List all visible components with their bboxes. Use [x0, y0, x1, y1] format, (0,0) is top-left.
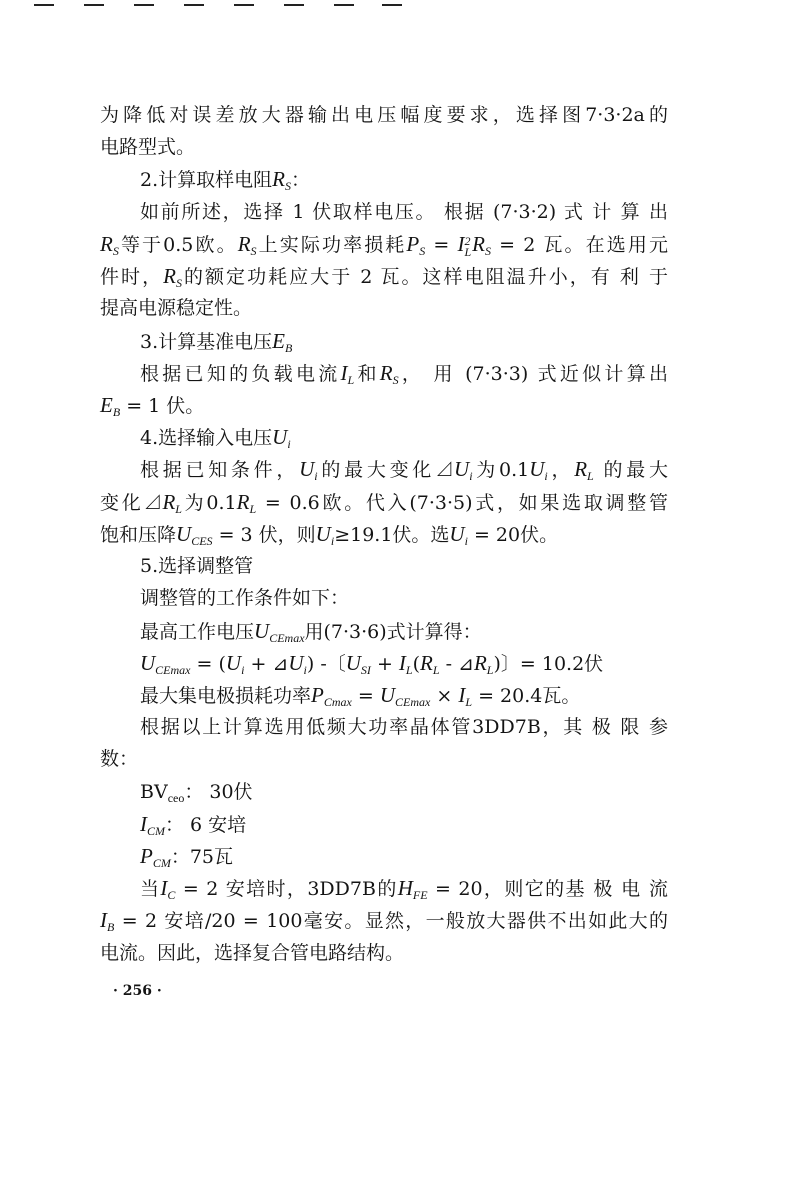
- scan-edge-mark: [284, 4, 304, 6]
- text-run: 为降低对误差放大器输出电压幅度要求，选择图7·3·2a的: [100, 104, 668, 126]
- variable-symbol: P: [406, 231, 420, 256]
- scan-edge-mark: [234, 4, 254, 6]
- subscript: CES: [191, 533, 213, 548]
- variable-symbol: R: [162, 489, 176, 514]
- text-run: = 2 安培/20 = 100毫安。显然，一般放大器供不出如此大的: [114, 910, 668, 933]
- subscript: i: [303, 662, 307, 677]
- text-run: ： 30伏: [184, 780, 253, 803]
- subscript: L: [347, 372, 355, 387]
- variable-symbol: P: [311, 682, 324, 707]
- variable-symbol: U: [176, 521, 192, 546]
- text-run: = 20，则它的基 极 电 流: [427, 878, 668, 901]
- subscript: Cmax: [323, 694, 352, 709]
- variable-symbol: I: [160, 876, 168, 901]
- text-run: = 2 瓦。在选用元: [490, 233, 668, 256]
- text-run: 为0.1: [472, 459, 530, 482]
- subscript: i: [241, 662, 245, 677]
- text-run: 2.计算取样电阻: [140, 169, 273, 192]
- text-run: 数：: [100, 748, 139, 771]
- scan-edge-mark: [134, 4, 154, 6]
- scan-edge-mark: [34, 4, 54, 6]
- variable-symbol: I: [340, 360, 348, 385]
- text-run: 最大集电极损耗功率: [140, 684, 312, 707]
- text-run: ×: [430, 684, 459, 707]
- variable-symbol: R: [100, 231, 113, 256]
- subscript: i: [469, 469, 473, 484]
- text-run: 根据已知的负载电流: [140, 362, 341, 385]
- text-run: 用(7·3·6)式计算得：: [304, 620, 482, 643]
- text-line: [100, 615, 668, 647]
- section-heading-line: [100, 163, 668, 195]
- variable-symbol: E: [272, 328, 285, 353]
- variable-symbol: U: [225, 650, 242, 675]
- text-line: [100, 131, 668, 163]
- variable-symbol: I: [100, 908, 107, 933]
- text-run: = 0.6欧。代入(7·3·5)式，如果选取调整管: [256, 491, 668, 514]
- variable-symbol: I: [457, 231, 465, 256]
- subscript: CM: [147, 823, 165, 838]
- scan-edge-mark: [382, 4, 402, 6]
- text-line: [100, 711, 668, 743]
- subscript: i: [544, 469, 548, 484]
- subscript: B: [284, 340, 293, 355]
- equation-line: [100, 647, 668, 679]
- subscript: L: [464, 244, 472, 259]
- variable-symbol: U: [315, 521, 331, 546]
- text-line: [100, 292, 668, 324]
- subscript: S: [284, 179, 291, 194]
- subscript: S: [484, 243, 491, 258]
- text-run: = 3 伏，则: [212, 523, 316, 546]
- text-run: 的额定功耗应大于 2 瓦。这样电阻温升小，有 利 于: [181, 266, 668, 289]
- text-run: ：: [290, 169, 310, 192]
- text-line: [100, 453, 668, 485]
- text-run: 等于0.5欧。: [118, 233, 238, 256]
- text-run: 件时，: [100, 266, 164, 289]
- text-run: )〕= 10.2伏: [493, 652, 604, 675]
- text-run: 电流。因此，选择复合管电路结构。: [100, 941, 405, 964]
- variable-symbol: E: [100, 392, 113, 417]
- text-line: [100, 937, 668, 969]
- text-line: [100, 743, 668, 775]
- text-run: 根据以上计算选用低频大功率晶体管3DD7B，其 极 限 参: [140, 716, 668, 739]
- text-line: [100, 904, 668, 936]
- text-line: [100, 260, 668, 292]
- subscript: L: [405, 662, 413, 677]
- variable-symbol: P: [140, 844, 153, 869]
- text-run: 如前所述，选择 1 伏取样电压。 根据 (7·3·2) 式 计 算 出: [140, 200, 668, 223]
- text-run: + ⊿: [244, 652, 289, 675]
- text-run: 调整管的工作条件如下：: [140, 587, 350, 610]
- text-run: ， 用 (7·3·3) 式近似计算出: [398, 362, 668, 385]
- text-run: ： 6 安培: [165, 813, 247, 836]
- subscript: S: [175, 276, 182, 291]
- subscript: i: [464, 533, 468, 548]
- variable-symbol: R: [574, 457, 588, 482]
- subscript: ceo: [167, 790, 185, 805]
- subscript: L: [432, 662, 440, 677]
- subscript: CEmax: [395, 694, 431, 709]
- subscript: C: [167, 888, 176, 903]
- text-line: [100, 518, 668, 550]
- text-line: [100, 357, 668, 389]
- text-run: ) -〔: [306, 652, 346, 675]
- subscript: CEmax: [155, 662, 191, 677]
- text-run: ，: [547, 459, 575, 482]
- text-line: [100, 389, 668, 421]
- text-run: 最高工作电压: [140, 620, 255, 643]
- parameter-line: [100, 808, 668, 840]
- subscript: i: [330, 533, 335, 548]
- text-run: =: [351, 684, 380, 707]
- text-run: 4.选择输入电压: [140, 427, 273, 450]
- variable-symbol: U: [454, 457, 470, 482]
- text-line: [100, 486, 668, 518]
- parameter-line: [100, 776, 668, 808]
- text-run: 提高电源稳定性。: [100, 297, 253, 320]
- text-line: [100, 582, 668, 614]
- variable-symbol: U: [449, 521, 465, 546]
- subscript: i: [314, 469, 318, 484]
- scan-edge-mark: [184, 4, 204, 6]
- page-body-text: [100, 99, 668, 969]
- text-run: +: [370, 652, 399, 675]
- section-heading-line: [100, 325, 668, 357]
- text-run: 的最大: [593, 459, 668, 482]
- variable-symbol: R: [473, 650, 487, 675]
- text-run: = 20伏。: [467, 523, 559, 546]
- section-heading-line: [100, 421, 668, 453]
- variable-symbol: R: [237, 231, 251, 256]
- text-line: [100, 196, 668, 228]
- text-run: 的最大变化⊿: [317, 459, 455, 482]
- superscript: 2: [464, 233, 471, 248]
- subscript: S: [250, 243, 257, 258]
- variable-symbol: U: [140, 650, 156, 675]
- subscript: L: [587, 469, 594, 484]
- variable-symbol: U: [272, 425, 288, 450]
- variable-symbol: R: [272, 167, 285, 192]
- equation-line: [100, 679, 668, 711]
- parameter-line: [100, 840, 668, 872]
- text-run: 变化⊿: [100, 491, 163, 514]
- subscript: CM: [152, 856, 171, 871]
- text-run: 上实际功率损耗: [256, 233, 407, 256]
- text-run: 饱和压降: [100, 523, 177, 546]
- variable-symbol: U: [288, 650, 304, 675]
- subscript: i: [287, 437, 291, 452]
- subscript: S: [112, 243, 119, 258]
- text-run: = 2 安培时，3DD7B的: [175, 878, 398, 901]
- scan-edge-mark: [84, 4, 104, 6]
- text-run: =: [425, 233, 458, 256]
- text-run: 5.选择调整管: [140, 555, 254, 578]
- variable-symbol: R: [420, 650, 433, 675]
- text-run: 和: [354, 362, 380, 385]
- text-run: = (: [190, 652, 226, 675]
- subscript: L: [175, 501, 182, 516]
- text-run: BV: [140, 780, 168, 803]
- text-line: [100, 228, 668, 260]
- variable-symbol: I: [458, 682, 466, 707]
- superscript-subscript-stack: [464, 233, 472, 259]
- subscript: B: [107, 920, 115, 935]
- variable-symbol: R: [472, 231, 485, 256]
- text-run: = 1 伏。: [120, 394, 205, 417]
- variable-symbol: H: [397, 876, 413, 901]
- variable-symbol: U: [299, 457, 315, 482]
- variable-symbol: R: [236, 489, 250, 514]
- text-run: 当: [140, 878, 161, 901]
- text-run: = 20.4瓦。: [472, 684, 581, 707]
- variable-symbol: I: [140, 811, 147, 836]
- scan-edge-mark: [334, 4, 354, 6]
- text-run: - ⊿: [439, 652, 474, 675]
- text-run: 电路型式。: [100, 136, 196, 159]
- subscript: B: [112, 404, 121, 419]
- page-number: · 256 ·: [113, 983, 162, 999]
- variable-symbol: U: [345, 650, 361, 675]
- subscript: S: [392, 372, 399, 387]
- subscript: L: [465, 694, 473, 709]
- text-run: ≥19.1伏。选: [334, 523, 450, 546]
- subscript: FE: [412, 888, 428, 903]
- text-run: 3.计算基准电压: [140, 330, 273, 353]
- variable-symbol: U: [379, 682, 396, 707]
- subscript: S: [419, 243, 426, 258]
- text-line: [100, 872, 668, 904]
- variable-symbol: I: [398, 650, 406, 675]
- variable-symbol: U: [529, 457, 545, 482]
- variable-symbol: U: [254, 618, 270, 643]
- subscript: SI: [360, 662, 371, 677]
- subscript: L: [486, 662, 494, 677]
- variable-symbol: R: [379, 360, 393, 385]
- text-run: ：75瓦: [170, 846, 234, 869]
- text-line: [100, 99, 668, 131]
- section-heading-line: [100, 550, 668, 582]
- text-run: 为0.1: [181, 491, 237, 514]
- text-run: 根据已知条件，: [140, 459, 300, 482]
- text-run: (: [412, 652, 421, 675]
- variable-symbol: R: [163, 264, 176, 289]
- subscript: L: [249, 501, 257, 516]
- subscript: CEmax: [269, 630, 305, 645]
